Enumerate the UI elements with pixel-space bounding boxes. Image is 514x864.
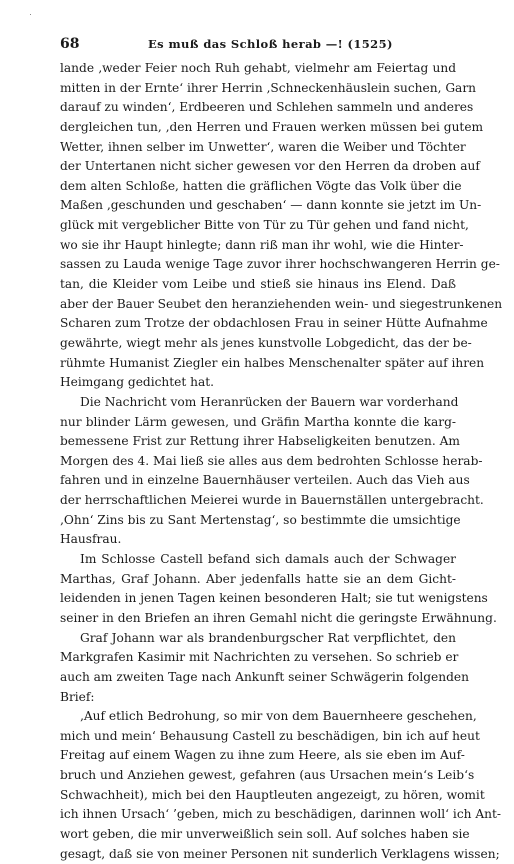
text-line: Brief: [60,689,95,704]
text-line: der Untertanen nicht sicher gewesen vor den Herren da droben auf [60,159,480,174]
text-line: Morgen des 4. Mai ließ sie alles aus dem bedrohten Schlosse herab- [60,453,483,468]
text-line: leidenden in jenen Tagen keinen besonderen Halt; sie tut wenigstens [60,591,488,606]
margin-mark [30,14,31,15]
body-text [60,59,503,864]
text-line: nur blinder Lärm gewesen, und Gräfin Martha konnte die karg- [60,414,456,429]
text-line: dem alten Schloße, hatten die gräflichen Vögte das Volk über die [60,178,462,193]
text-line: Graf Johann war als brandenburgscher Rat verpflichtet, den [80,630,456,645]
text-line: Maßen ‚geschunden und geschaben‘ — dann konnte sie jetzt im Un- [60,198,482,213]
text-line: Schwachheit), mich bei den Hauptleuten angezeigt, zu hören, womit [60,787,485,802]
text-line: darauf zu winden‘, Erdbeeren und Schlehen sammeln und anderes [60,100,474,115]
text-line: gewährte, wiegt mehr als jenes kunstvolle Lobgedicht, das der be- [60,335,472,350]
text-line: Marthas, Graf Johann. Aber jedenfalls hatte sie an dem Gicht- [60,571,456,586]
text-line: bemessene Frist zur Rettung ihrer Habseligkeiten benutzen. Am [60,434,460,449]
text-line: ich ihnen Ursach‘ ’geben, mich zu beschädigen, darinnen woll‘ ich Ant- [60,807,502,822]
text-line: Freitag auf einem Wagen zu ihne zum Heere, als sie eben im Auf- [60,748,465,763]
text-line: Heimgang gedichtet hat. [60,375,215,390]
text-line: gesagt, daß sie von meiner Personen nit sunderlich Verklagens wissen; [60,846,500,861]
text-line: Wetter, ihnen selber im Unwetter‘, waren die Weiber und Töchter [60,139,466,154]
text-line: Scharen zum Trotze der obdachlosen Frau in seiner Hütte Aufnahme [60,316,488,331]
text-line: mich und mein‘ Behausung Castell zu beschädigen, bin ich auf heut [60,728,480,743]
text-line: sassen zu Lauda wenige Tage zuvor ihrer hochschwangeren Herrin ge- [60,257,500,272]
text-line: Markgrafen Kasimir mit Nachrichten zu versehen. So schrieb er [60,650,459,665]
page-header [60,36,456,56]
text-line: ‚Ohn‘ Zins bis zu Sant Mertenstag‘, so bestimmte die umsichtige [60,512,461,527]
text-line: Hausfrau. [60,532,122,547]
text-line: Die Nachricht vom Heranrücken der Bauern war vorderhand [80,394,459,409]
text-line: Im Schlosse Castell befand sich damals auch der Schwager [80,552,456,567]
text-line: aber der Bauer Seubet den heranziehenden wein- und siegestrunkenen [60,296,503,311]
text-line: tan, die Kleider vom Leibe und stieß sie hinaus ins Elend. Daß [60,277,456,292]
page-number: 68 [60,36,80,52]
text-line: bruch und Anziehen gewest, gefahren (aus Ursachen mein‘s Leib‘s [60,768,475,783]
text-line: wo sie ihr Haupt hinlegte; dann riß man ihr wohl, wie die Hinter- [60,237,464,252]
running-title: Es muß das Schloß herab —! (1525) [148,37,393,51]
text-line: lande ‚weder Feier noch Ruh gehabt, vielmehr am Feiertag und [60,61,456,75]
text-line: glück mit vergeblicher Bitte von Tür zu Tür gehen und fand nicht, [60,218,469,233]
text-line: ‚Auf etlich Bedrohung, so mir von dem Bauernheere geschehen, [80,709,477,724]
text-line: der herrschaftlichen Meierei wurde in Bauernställen untergebracht. [60,493,484,508]
text-line: mitten in der Ernte‘ ihrer Herrin ‚Schneckenhäuslein suchen, Garn [60,80,476,95]
text-line: wort geben, die mir unverweißlich sein soll. Auf solches haben sie [60,826,470,841]
text-line: fahren und in einzelne Bauernhäuser verteilen. Auch das Vieh aus [60,473,470,488]
text-line: rühmte Humanist Ziegler ein halbes Menschenalter später auf ihren [60,355,485,370]
text-line: dergleichen tun, ‚den Herren und Frauen werken müssen bei gutem [60,119,484,134]
text-line: seiner in den Briefen an ihren Gemahl nicht die geringste Erwähnung. [60,610,497,625]
text-line: auch am zweiten Tage nach Ankunft seiner Schwägerin folgenden [60,669,469,684]
